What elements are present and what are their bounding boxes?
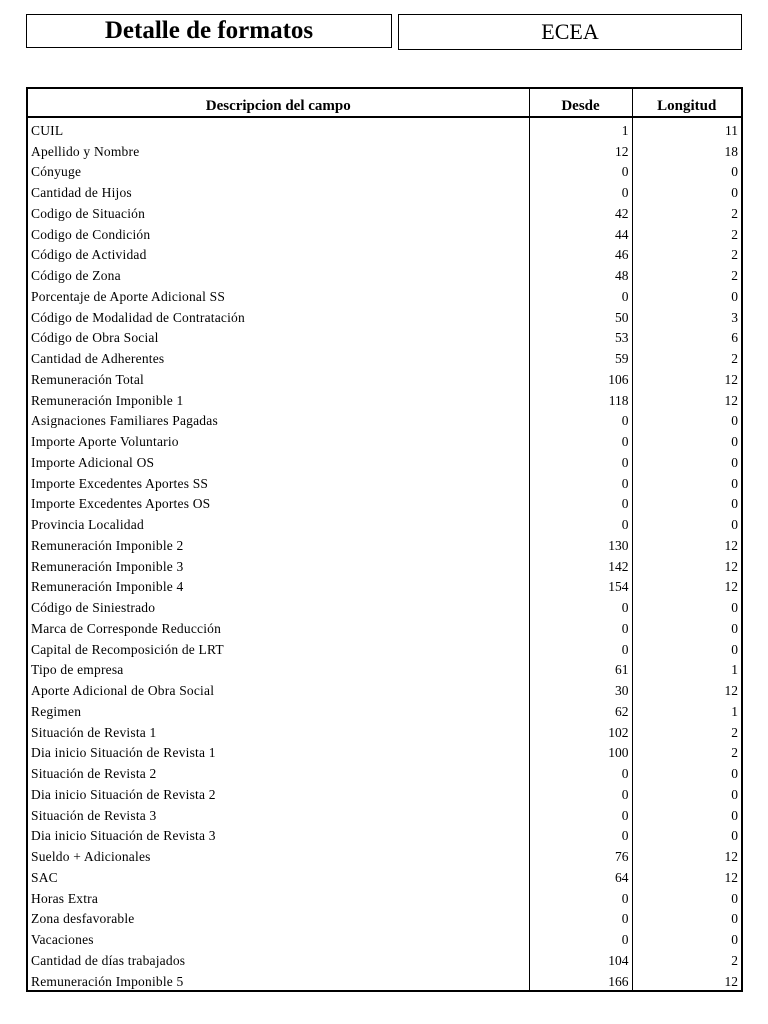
field-from: 102 bbox=[529, 720, 632, 741]
field-length: 12 bbox=[724, 869, 738, 885]
field-length: 2 bbox=[731, 745, 738, 761]
table-row bbox=[27, 575, 742, 596]
field-from: 0 bbox=[529, 782, 632, 803]
field-length: 12 bbox=[724, 537, 738, 553]
field-length: 0 bbox=[731, 288, 738, 304]
fields-table bbox=[26, 87, 743, 992]
table-row bbox=[27, 554, 742, 575]
table-row bbox=[27, 907, 742, 928]
field-length: 0 bbox=[731, 164, 738, 180]
field-description: Vacaciones bbox=[27, 927, 529, 948]
field-from: 0 bbox=[529, 160, 632, 181]
field-description: Importe Adicional OS bbox=[27, 450, 529, 471]
field-description: Capital de Recomposición de LRT bbox=[27, 637, 529, 658]
table-row bbox=[27, 450, 742, 471]
table-row bbox=[27, 180, 742, 201]
field-from: 0 bbox=[529, 886, 632, 907]
field-length: 0 bbox=[731, 454, 738, 470]
field-length: 0 bbox=[731, 185, 738, 200]
field-description: Sueldo + Adicionales bbox=[27, 844, 529, 865]
table-row bbox=[27, 471, 742, 492]
field-from: 0 bbox=[529, 824, 632, 845]
field-from: 0 bbox=[529, 180, 632, 201]
header-row bbox=[27, 88, 742, 117]
field-length: 2 bbox=[731, 724, 738, 740]
field-description: Remuneración Imponible 4 bbox=[27, 575, 529, 596]
field-description: Dia inicio Situación de Revista 2 bbox=[27, 782, 529, 803]
field-length: 0 bbox=[731, 932, 738, 947]
field-description: SAC bbox=[27, 865, 529, 886]
table-row bbox=[27, 243, 742, 264]
column-header-description: Descripcion del campo bbox=[27, 88, 529, 117]
table-row bbox=[27, 222, 742, 243]
table-row bbox=[27, 824, 742, 845]
field-from: 62 bbox=[529, 699, 632, 720]
field-description: Tipo de empresa bbox=[27, 658, 529, 679]
field-description: Asignaciones Familiares Pagadas bbox=[27, 409, 529, 430]
table-body bbox=[27, 117, 742, 991]
field-from: 0 bbox=[529, 492, 632, 513]
field-description: Cantidad de Adherentes bbox=[27, 346, 529, 367]
table-row bbox=[27, 844, 742, 865]
field-length: 2 bbox=[731, 268, 738, 283]
field-from: 42 bbox=[529, 201, 632, 222]
field-from: 0 bbox=[529, 616, 632, 637]
field-description: Código de Obra Social bbox=[27, 326, 529, 347]
table-row bbox=[27, 326, 742, 347]
field-from: 0 bbox=[529, 284, 632, 305]
table-row bbox=[27, 948, 742, 969]
table-row bbox=[27, 429, 742, 450]
field-from: 64 bbox=[529, 865, 632, 886]
table-row bbox=[27, 409, 742, 430]
field-from: 44 bbox=[529, 222, 632, 243]
field-length: 0 bbox=[731, 766, 738, 781]
field-description: Dia inicio Situación de Revista 3 bbox=[27, 824, 529, 845]
field-from: 12 bbox=[529, 139, 632, 160]
field-description: Horas Extra bbox=[27, 886, 529, 907]
field-length: 12 bbox=[724, 849, 738, 864]
field-length: 0 bbox=[731, 890, 738, 906]
field-length: 0 bbox=[731, 475, 738, 491]
field-description: Situación de Revista 3 bbox=[27, 803, 529, 824]
table-row bbox=[27, 367, 742, 388]
field-from: 0 bbox=[529, 803, 632, 824]
field-length: 18 bbox=[724, 143, 738, 159]
field-length: 0 bbox=[731, 786, 738, 802]
field-description: Porcentaje de Aporte Adicional SS bbox=[27, 284, 529, 305]
field-description: Código de Modalidad de Contratación bbox=[27, 305, 529, 326]
field-from: 0 bbox=[529, 450, 632, 471]
field-description: Aporte Adicional de Obra Social bbox=[27, 678, 529, 699]
table-row bbox=[27, 305, 742, 326]
field-description: Remuneración Imponible 1 bbox=[27, 388, 529, 409]
table-row bbox=[27, 658, 742, 679]
field-from: 0 bbox=[529, 595, 632, 616]
field-from: 0 bbox=[529, 409, 632, 430]
table-row bbox=[27, 512, 742, 533]
field-description: Código de Actividad bbox=[27, 243, 529, 264]
field-description: Importe Excedentes Aportes SS bbox=[27, 471, 529, 492]
table-row bbox=[27, 678, 742, 699]
field-length: 12 bbox=[724, 683, 738, 698]
field-from: 100 bbox=[529, 741, 632, 762]
table-row bbox=[27, 699, 742, 720]
field-from: 106 bbox=[529, 367, 632, 388]
field-length: 2 bbox=[731, 351, 738, 366]
field-description: Cónyuge bbox=[27, 160, 529, 181]
table-row bbox=[27, 720, 742, 741]
field-length: 2 bbox=[731, 247, 738, 263]
field-from: 50 bbox=[529, 305, 632, 326]
field-description: Codigo de Condición bbox=[27, 222, 529, 243]
field-from: 0 bbox=[529, 512, 632, 533]
field-length: 0 bbox=[731, 620, 738, 636]
format-code: ECEA bbox=[398, 14, 742, 50]
field-description: Codigo de Situación bbox=[27, 201, 529, 222]
field-description: Situación de Revista 2 bbox=[27, 761, 529, 782]
field-from: 46 bbox=[529, 243, 632, 264]
field-description: Apellido y Nombre bbox=[27, 139, 529, 160]
table-row bbox=[27, 160, 742, 181]
document-title: Detalle de formatos bbox=[26, 14, 392, 48]
table-row bbox=[27, 284, 742, 305]
field-description: Regimen bbox=[27, 699, 529, 720]
field-length: 0 bbox=[731, 600, 738, 615]
field-length: 0 bbox=[731, 807, 738, 823]
table-row bbox=[27, 741, 742, 762]
field-length: 12 bbox=[724, 558, 738, 574]
field-length: 0 bbox=[731, 434, 738, 449]
field-length: 0 bbox=[731, 413, 738, 429]
field-length: 3 bbox=[731, 309, 738, 325]
table-row bbox=[27, 782, 742, 803]
field-from: 130 bbox=[529, 533, 632, 554]
table-row bbox=[27, 616, 742, 637]
field-description: Código de Zona bbox=[27, 263, 529, 284]
field-description: Situación de Revista 1 bbox=[27, 720, 529, 741]
field-from: 0 bbox=[529, 907, 632, 928]
table-row bbox=[27, 533, 742, 554]
table-row bbox=[27, 201, 742, 222]
field-from: 0 bbox=[529, 761, 632, 782]
field-length: 0 bbox=[731, 517, 738, 532]
table-row bbox=[27, 865, 742, 886]
field-description: Código de Siniestrado bbox=[27, 595, 529, 616]
field-length: 2 bbox=[731, 952, 738, 968]
table-row bbox=[27, 388, 742, 409]
field-description: Dia inicio Situación de Revista 1 bbox=[27, 741, 529, 762]
field-description: Importe Excedentes Aportes OS bbox=[27, 492, 529, 513]
field-description: Marca de Corresponde Reducción bbox=[27, 616, 529, 637]
field-description: Remuneración Imponible 3 bbox=[27, 554, 529, 575]
field-length: 12 bbox=[724, 579, 738, 595]
table-row bbox=[27, 886, 742, 907]
field-from: 59 bbox=[529, 346, 632, 367]
field-from: 104 bbox=[529, 948, 632, 969]
field-description: Cantidad de Hijos bbox=[27, 180, 529, 201]
field-description: Remuneración Imponible 5 bbox=[27, 969, 529, 991]
table-row bbox=[27, 927, 742, 948]
field-length: 0 bbox=[731, 828, 738, 844]
field-description: Zona desfavorable bbox=[27, 907, 529, 928]
field-from: 0 bbox=[529, 927, 632, 948]
field-length: 0 bbox=[731, 641, 738, 657]
field-length: 12 bbox=[724, 392, 738, 408]
field-from: 48 bbox=[529, 263, 632, 284]
field-from: 0 bbox=[529, 471, 632, 492]
field-from: 166 bbox=[529, 969, 632, 991]
field-length: 2 bbox=[731, 226, 738, 242]
field-from: 154 bbox=[529, 575, 632, 596]
field-description: Cantidad de días trabajados bbox=[27, 948, 529, 969]
field-from: 53 bbox=[529, 326, 632, 347]
table-row bbox=[27, 637, 742, 658]
field-from: 76 bbox=[529, 844, 632, 865]
field-length: 11 bbox=[725, 122, 738, 138]
column-header-from: Desde bbox=[529, 88, 632, 117]
field-from: 30 bbox=[529, 678, 632, 699]
table-row bbox=[27, 263, 742, 284]
table-row bbox=[27, 346, 742, 367]
field-description: Remuneración Imponible 2 bbox=[27, 533, 529, 554]
field-length: 0 bbox=[731, 911, 738, 927]
field-description: CUIL bbox=[27, 117, 529, 139]
field-from: 1 bbox=[529, 117, 632, 139]
field-length: 6 bbox=[731, 330, 738, 346]
field-length: 2 bbox=[731, 205, 738, 221]
table-row bbox=[27, 595, 742, 616]
field-from: 0 bbox=[529, 637, 632, 658]
table-row bbox=[27, 492, 742, 513]
field-length: 12 bbox=[724, 973, 738, 989]
field-from: 142 bbox=[529, 554, 632, 575]
field-description: Provincia Localidad bbox=[27, 512, 529, 533]
field-from: 0 bbox=[529, 429, 632, 450]
table-header bbox=[27, 88, 742, 117]
field-description: Remuneración Total bbox=[27, 367, 529, 388]
field-length: 12 bbox=[724, 371, 738, 387]
table-row bbox=[27, 117, 742, 139]
field-from: 61 bbox=[529, 658, 632, 679]
field-length: 1 bbox=[731, 703, 738, 719]
table-row bbox=[27, 803, 742, 824]
column-header-length: Longitud bbox=[632, 88, 742, 117]
table-row bbox=[27, 761, 742, 782]
table-row bbox=[27, 969, 742, 991]
field-length: 0 bbox=[731, 496, 738, 512]
field-from: 118 bbox=[529, 388, 632, 409]
field-description: Importe Aporte Voluntario bbox=[27, 429, 529, 450]
table-row bbox=[27, 139, 742, 160]
field-length: 1 bbox=[731, 662, 738, 678]
